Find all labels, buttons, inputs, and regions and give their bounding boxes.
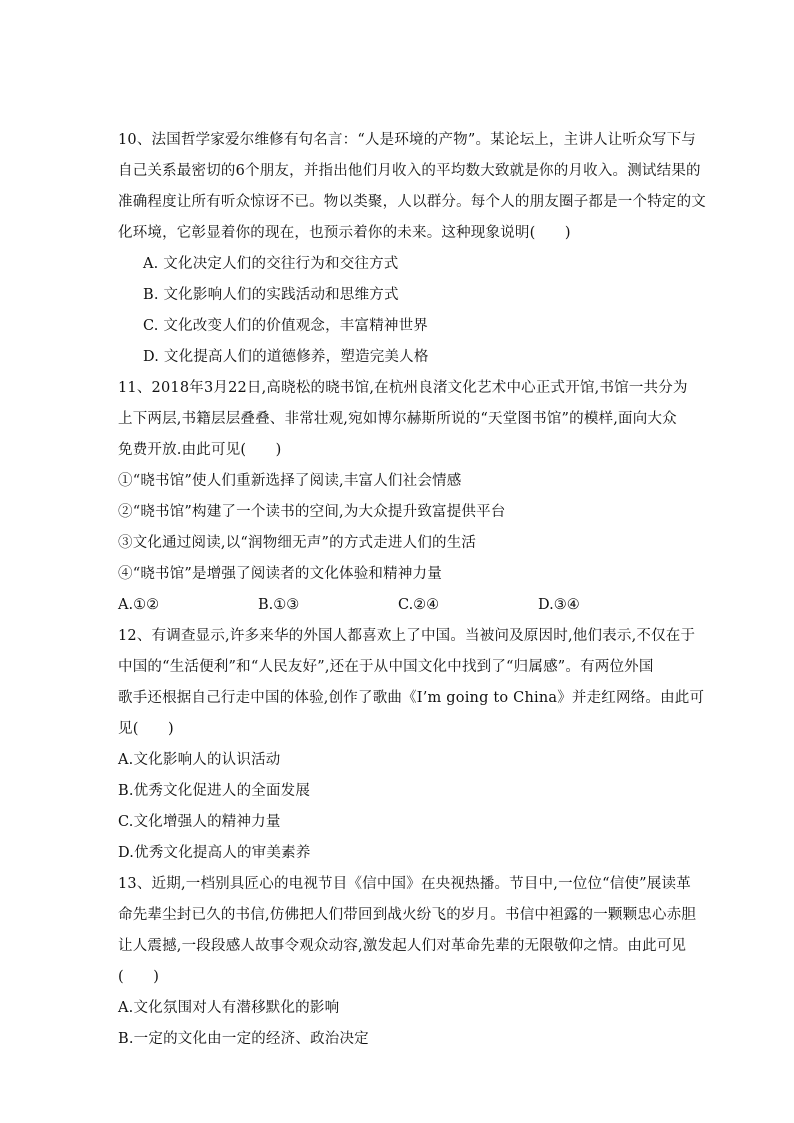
q11-answer-b: B.①③: [258, 597, 300, 613]
q13-stem-line-1: 13、近期,一档别具匠心的电视节目《信中国》在央视热播。节目中,一位位“信使”展读革: [118, 876, 691, 892]
q13-option-b: B.一定的文化由一定的经济、政治决定: [118, 1031, 369, 1047]
q10-stem-line-4: 化环境，它彰显着你的现在，也预示着你的未来。这种现象说明( ): [118, 225, 571, 241]
q12-option-b: B.优秀文化促进人的全面发展: [118, 783, 311, 799]
q11-stem-line-2: 上下两层,书籍层层叠叠、非常壮观,宛如博尔赫斯所说的“天堂图书馆”的模样,面向大众: [118, 411, 677, 427]
q11-item-1: ①“晓书馆”使人们重新选择了阅读,丰富人们社会情感: [118, 473, 462, 489]
q10-option-a: A. 文化决定人们的交往行为和交往方式: [143, 256, 399, 272]
q10-option-c: C. 文化改变人们的价值观念，丰富精神世界: [143, 318, 428, 334]
q12-stem-line-2: 中国的“生活便利”和“人民友好”,还在于从中国文化中找到了“归属感”。有两位外国: [118, 659, 654, 675]
q10-stem-line-2: 自己关系最密切的6个朋友，并指出他们月收入的平均数大致就是你的月收入。测试结果的: [118, 163, 701, 179]
q13-stem-line-4: ( ): [118, 969, 160, 985]
q13-option-a: A.文化氛围对人有潜移默化的影响: [118, 1000, 340, 1016]
q12-stem-line-1: 12、有调查显示,许多来华的外国人都喜欢上了中国。当被问及原因时,他们表示,不仅在于: [118, 628, 696, 644]
q11-stem-line-3: 免费开放.由此可见( ): [118, 442, 282, 458]
q10-stem-line-3: 准确程度让所有听众惊讶不已。物以类聚，人以群分。每个人的朋友圈子都是一个特定的文: [118, 194, 706, 210]
q10-option-b: B. 文化影响人们的实践活动和思维方式: [143, 287, 399, 303]
q12-option-c: C.文化增强人的精神力量: [118, 814, 281, 830]
q11-item-3: ③文化通过阅读,以“润物细无声”的方式走进人们的生活: [118, 535, 477, 551]
q12-option-a: A.文化影响人的认识活动: [118, 752, 281, 768]
q10-stem-line-1: 10、法国哲学家爱尔维修有句名言：“人是环境的产物”。某论坛上，主讲人让听众写下与: [118, 132, 696, 148]
q12-stem-line-4: 见( ): [118, 721, 174, 737]
q13-stem-line-2: 命先辈尘封已久的书信,仿佛把人们带回到战火纷飞的岁月。书信中袒露的一颗颗忠心赤胆: [118, 907, 697, 923]
q11-answer-a: A.①②: [118, 597, 160, 613]
q10-option-d: D. 文化提高人们的道德修养，塑造完美人格: [143, 349, 429, 365]
q13-stem-line-3: 让人震撼,一段段感人故事令观众动容,激发起人们对革命先辈的无限敬仰之情。由此可见: [118, 938, 687, 954]
q11-answer-d: D.③④: [538, 597, 580, 613]
q12-option-d: D.优秀文化提高人的审美素养: [118, 845, 311, 861]
q11-item-2: ②“晓书馆”构建了一个读书的空间,为大众提升致富提供平台: [118, 504, 506, 520]
q12-stem-line-3: 歌手还根据自己行走中国的体验,创作了歌曲《I’m going to China》并走红网络。由此可: [118, 690, 705, 706]
q11-stem-line-1: 11、2018年3月22日,高晓松的晓书馆,在杭州良渚文化艺术中心正式开馆,书馆一共分为: [118, 380, 688, 396]
q11-item-4: ④“晓书馆”是增强了阅读者的文化体验和精神力量: [118, 566, 442, 582]
q11-answer-c: C.②④: [398, 597, 440, 613]
